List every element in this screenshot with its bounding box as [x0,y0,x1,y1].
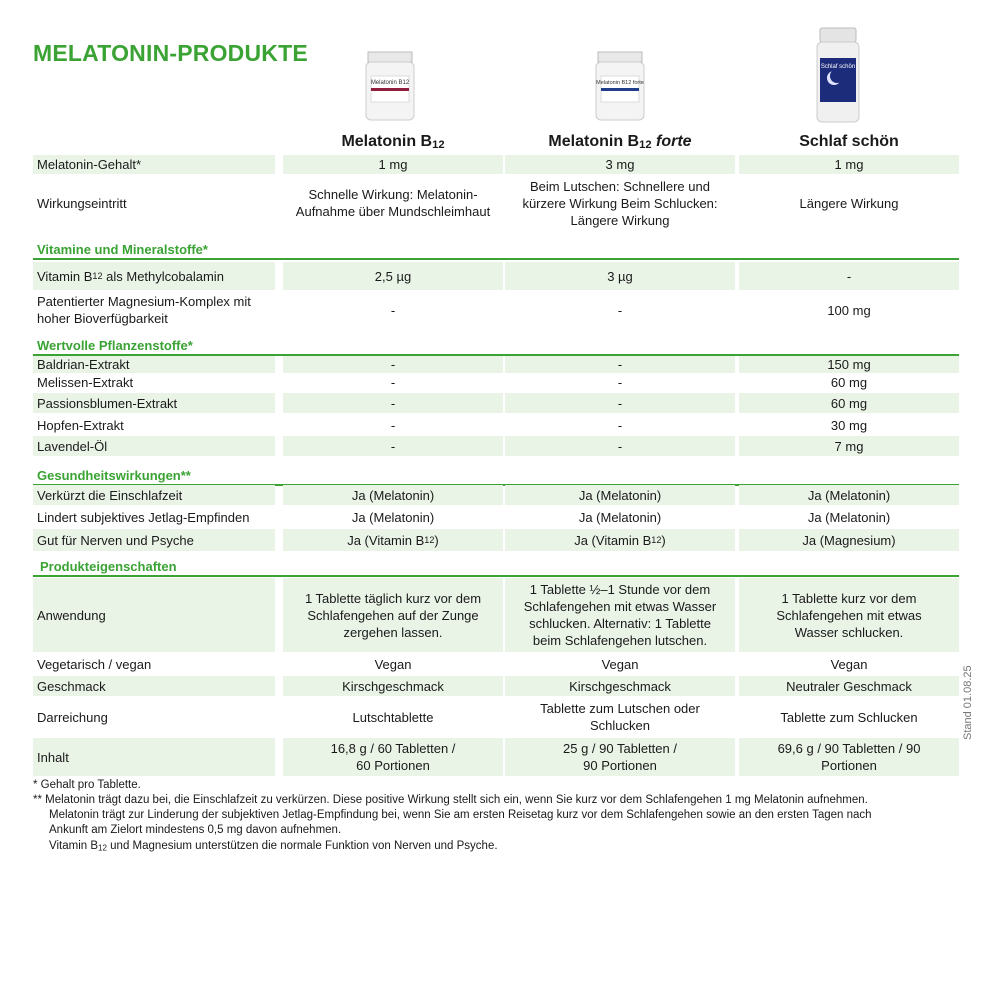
table-cell: 150 mg [739,356,959,373]
row-label: Patentierter Magnesium-Komplex mit hoher Bioverfügbarkeit [37,294,251,326]
footnote-5: Vitamin $B_{12}$ und Magnesium unterstützen die normale Funktion von Nerven und Psyche. [49,840,498,853]
row-label: Hopfen-Extrakt [37,417,124,433]
row-label: Inhalt [33,738,275,776]
table-row [33,415,959,435]
table-cell: - [390,417,396,433]
stand-date: Stand 01.08.25 [962,665,974,740]
section-header-produkt: Produkteigenschaften [33,556,959,577]
table-cell: 3 µg [505,262,735,290]
footnote-2: ** Melatonin trägt dazu bei, die Einschlafzeit zu verkürzen. Diese positive Wirkung stellt sich ein, wenn Sie kurz vor dem Schlafengehen 1 mg Melatonin aufnehmen. [33,794,868,806]
row-label: Lavendel-Öl [33,436,275,456]
table-row [33,356,959,373]
table-cell: - [283,436,503,456]
table-cell: - [283,356,503,373]
section-header-vitamine: Vitamine und Mineralstoffe* [33,240,959,260]
table-cell: 60 mg [830,375,868,390]
table-cell: - [390,302,396,318]
footnote-1: * Gehalt pro Tablette. [33,779,141,791]
row-label: Geschmack [33,676,275,696]
table-cell: - [617,375,623,390]
row-label: Verkürzt die Einschlafzeit [33,485,275,505]
jar-label: Schlaf schön [820,64,856,70]
table-cell: 1 Tablette ½–1 Stunde vor dem Schlafengehen mit etwas Wasser schlucken. Alternativ: 1 Tablette beim Schlafengehen lutschen. [505,578,735,652]
product-name-melatonin-b12: Melatonin $B_{12}$ [341,133,445,152]
row-label: Gut für Nerven und Psyche [33,529,275,551]
row-label: Wirkungseintritt [37,195,127,211]
table-cell: Tablette zum Schlucken [780,709,918,725]
row-label: Darreichung [37,709,108,725]
table-cell: Kirschgeschmack [283,676,503,696]
table-cell: - [390,375,396,390]
table-cell: Ja (Vitamin B 12 ) [505,529,735,551]
table-row [33,578,959,652]
table-cell: - [739,262,959,290]
table-row [33,485,959,505]
table-row [33,676,959,696]
table-row [33,262,959,290]
table-cell: Vegan [830,656,868,672]
table-cell: 25 g / 90 Tabletten / 90 Portionen [505,738,735,776]
table-cell: 1 Tablette kurz vor dem Schlafengehen mit etwas Wasser schlucken. [739,578,959,652]
table-cell: 16,8 g / 60 Tabletten / 60 Portionen [283,738,503,776]
table-row [33,507,959,527]
table-row [33,529,959,551]
table-cell: Ja (Melatonin) [283,485,503,505]
table-row [33,738,959,776]
row-label: Vitamin B 12 als Methylcobalamin [33,262,275,290]
table-cell: 1 mg [283,155,503,174]
table-row [33,698,959,736]
table-cell: Ja (Magnesium) [739,529,959,551]
row-label: Baldrian-Extrakt [33,356,275,373]
table-row [33,292,959,328]
page-title: MELATONIN-PRODUKTE [33,40,308,66]
table-cell: Ja (Melatonin) [739,485,959,505]
footnote-4: Ankunft am Zielort mindestens 0,5 mg davon aufnehmen. [49,824,342,836]
table-row [33,176,959,230]
product-name-schlaf-schoen: Schlaf schön [799,133,899,150]
table-row [33,374,959,391]
table-cell: 3 mg [505,155,735,174]
footnote-3: Melatonin trägt zur Linderung der subjektiven Jetlag-Empfindung bei, wenn Sie am ersten Reisetag kurz vor dem Schlafengehen sowie an den ersten Tagen nach [49,809,872,821]
table-cell: Ja (Melatonin) [505,485,735,505]
table-cell: Ja (Melatonin) [807,509,891,525]
table-cell: - [505,436,735,456]
table-row [33,654,959,674]
table-cell: Lutschtablette [352,709,434,725]
table-row [33,436,959,456]
table-cell: Beim Lutschen: Schnellere und kürzere Wirkung Beim Schlucken: Längere Wirkung [522,178,718,228]
table-cell: Vegan [601,656,639,672]
table-cell: Tablette zum Lutschen oder Schlucken [540,701,700,733]
table-cell: Ja (Vitamin B 12 ) [283,529,503,551]
table-cell: 100 mg [827,302,871,318]
row-label: Vegetarisch / vegan [37,656,152,672]
table-cell: Neutraler Geschmack [739,676,959,696]
table-cell: Vegan [374,656,412,672]
table-cell: - [617,417,623,433]
table-cell: - [283,393,503,413]
jar-label: Melatonin B12 [370,80,410,86]
product-jar-schlaf-schoen [814,26,862,126]
table-cell: Schnelle Wirkung: Melatonin-Aufnahme über Mundschleimhaut [295,187,491,219]
table-row [33,155,959,174]
product-name-melatonin-b12-forte: Melatonin $B_{12}$ forte [548,133,692,152]
row-label: Melissen-Extrakt [37,375,134,390]
product-jar-melatonin-b12 [362,30,418,125]
table-cell: Ja (Melatonin) [351,509,435,525]
table-cell: 69,6 g / 90 Tabletten / 90 Portionen [739,738,959,776]
table-cell: Kirschgeschmack [505,676,735,696]
table-cell: 1 Tablette täglich kurz vor dem Schlafengehen auf der Zunge zergehen lassen. [283,578,503,652]
table-cell: 7 mg [739,436,959,456]
table-cell: Ja (Melatonin) [578,509,662,525]
table-cell: 60 mg [739,393,959,413]
product-jar-melatonin-b12-forte [592,30,648,125]
row-label: Anwendung [33,578,275,652]
table-cell: 30 mg [830,417,868,433]
row-label: Lindert subjektives Jetlag-Empfinden [37,509,250,525]
table-row [33,393,959,413]
table-cell: - [505,393,735,413]
table-cell: - [505,356,735,373]
row-label: Melatonin-Gehalt* [33,155,275,174]
table-cell: 1 mg [739,155,959,174]
table-cell: 2,5 µg [283,262,503,290]
section-header-pflanzenstoffe: Wertvolle Pflanzenstoffe* [33,336,959,356]
table-cell: - [617,302,623,318]
section-header-gesundheit: Gesundheitswirkungen** [33,466,959,486]
jar-label: Melatonin B12 forte [596,80,644,86]
table-cell: Längere Wirkung [799,195,899,211]
row-label: Passionsblumen-Extrakt [33,393,275,413]
